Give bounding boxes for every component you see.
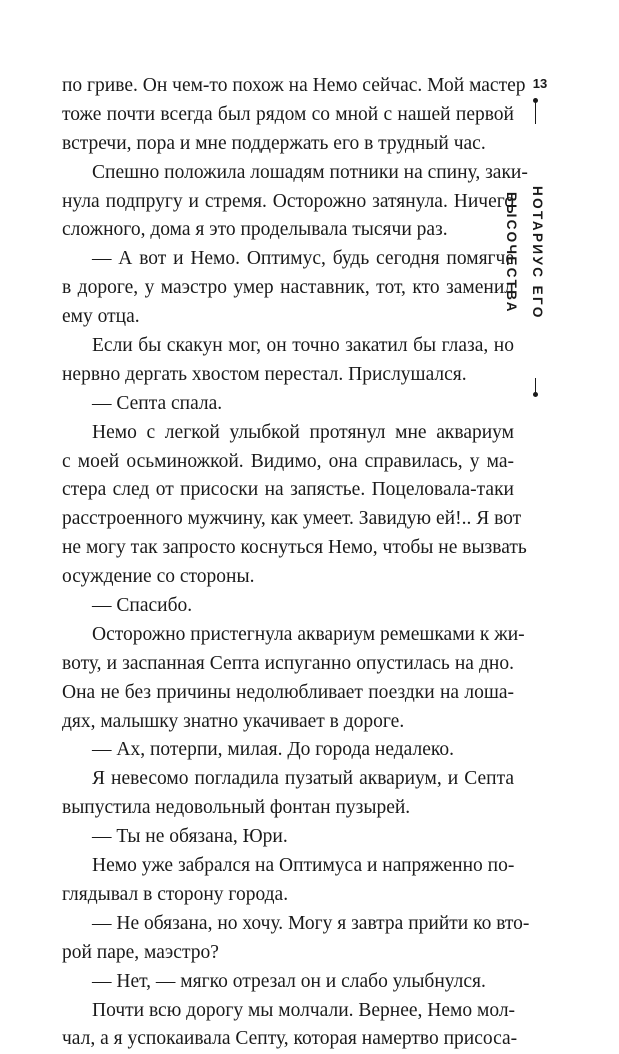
- text-line: сложного, дома я это проделывала тысячи раз.: [62, 219, 448, 241]
- text-line: рой паре, маэстро?: [62, 941, 219, 963]
- text-line: воту, и заспанная Септа испуганно опустилась на дно.: [62, 652, 514, 674]
- text-line: ему отца.: [62, 306, 140, 328]
- text-line: Осторожно пристегнула аквариум ремешками к жи-: [92, 623, 525, 645]
- text-line: Почти всю дорогу мы молчали. Вернее, Немо мол-: [92, 999, 516, 1021]
- text-line: по гриве. Он чем-то похож на Немо сейчас. Мой мастер: [62, 75, 526, 96]
- text-line: Если бы скакун мог, он точно закатил бы глаза, но: [92, 335, 514, 357]
- text-line: — Не обязана, но хочу. Могу я завтра прийти ко вто-: [92, 912, 530, 934]
- text-line: стера след от присоски на запястье. Поцеловала-таки: [62, 479, 514, 501]
- text-line: встречи, пора и мне поддержать его в трудный час.: [62, 132, 486, 154]
- text-line: Я невесомо погладила пузатый аквариум, и Септа: [92, 768, 514, 790]
- running-header: [504, 60, 558, 400]
- text-line: — Септа спала.: [92, 392, 223, 414]
- text-line: тоже почти всегда был рядом со мной с нашей первой: [62, 103, 514, 125]
- text-line: дях, малышку знатно укачивает в дороге.: [62, 710, 405, 732]
- text-line: нула подпругу и стремя. Осторожно затянула. Ничего: [62, 190, 514, 212]
- text-line: выпустила недовольный фонтан пузырей.: [62, 797, 411, 819]
- page-number: 13: [532, 76, 548, 91]
- text-line: с моей осьминожкой. Видимо, она справилась, у ма-: [62, 450, 514, 472]
- text-line: — Ты не обязана, Юри.: [92, 826, 288, 848]
- text-line: Спешно положила лошадям потники на спину, заки-: [92, 161, 528, 183]
- text-line: — Ах, потерпи, милая. До города недалеко.: [92, 739, 454, 761]
- running-title: НОТАРИУС ЕГО ВЫСОЧЕСТВА: [504, 186, 545, 320]
- ornament-line-top: [535, 102, 536, 124]
- text-line: Немо с легкой улыбкой протянул мне аквариум: [92, 421, 514, 443]
- text-line: нервно дергать хвостом перестал. Прислушался.: [62, 363, 467, 385]
- text-line: расстроенного мужчину, как умеет. Завидую ей!.. Я вот: [62, 508, 522, 530]
- text-line: чал, а я успокаивала Септу, которая намертво присоса-: [62, 1028, 518, 1050]
- text-line: осуждение со стороны.: [62, 566, 255, 588]
- text-line: Она не без причины недолюбливает поездки на лоша-: [62, 681, 514, 703]
- text-line: в дороге, у маэстро умер наставник, тот, кто заменил: [62, 277, 514, 299]
- text-line: — Нет, — мягко отрезал он и слабо улыбнулся.: [92, 970, 486, 992]
- text-line: Немо уже забрался на Оптимуса и напряженно по-: [92, 855, 515, 877]
- ornament-dot-bottom: [533, 392, 538, 397]
- text-line: не могу так запросто коснуться Немо, чтобы не вызвать: [62, 537, 527, 559]
- text-line: — Спасибо.: [92, 595, 193, 617]
- text-line: — А вот и Немо. Оптимус, будь сегодня помягче: [92, 248, 514, 270]
- text-line: глядывал в сторону города.: [62, 883, 289, 905]
